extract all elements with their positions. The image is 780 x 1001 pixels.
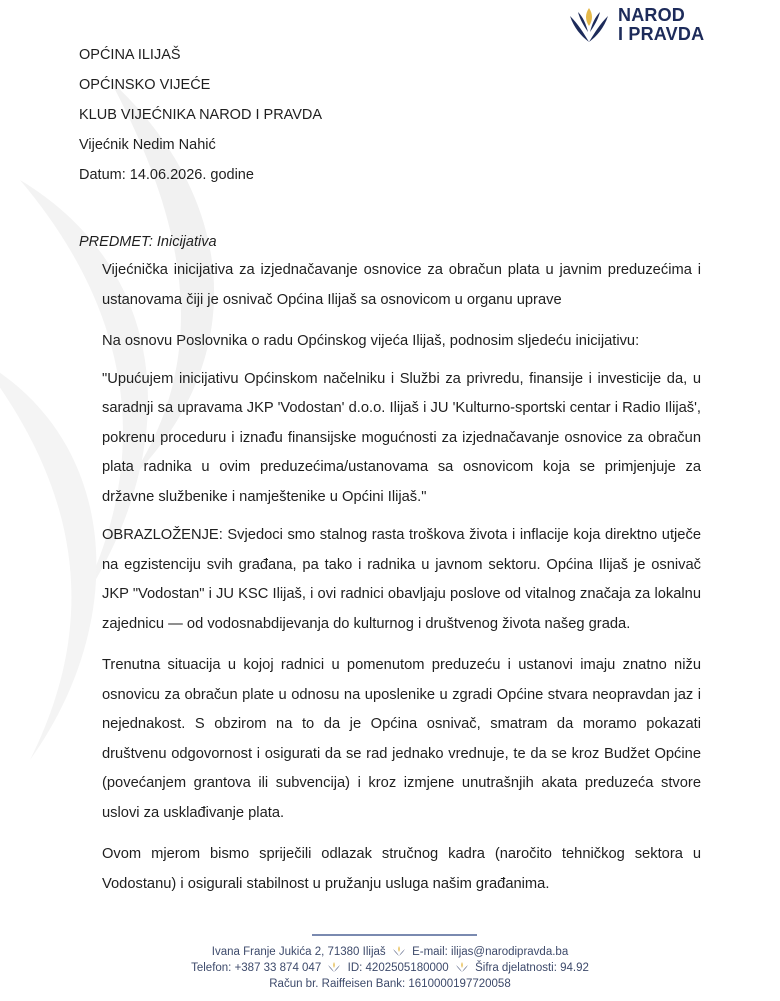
club-name: KLUB VIJEĆNIKA NAROD I PRAVDA (79, 107, 323, 123)
letter-body (102, 256, 701, 899)
footer-activity-code: Šifra djelatnosti: 94.92 (475, 962, 589, 974)
narod-i-pravda-logo-icon (566, 6, 612, 44)
municipality-name: OPĆINA ILIJAŠ (79, 47, 181, 63)
council-name: OPĆINSKO VIJEĆE (79, 77, 211, 93)
footer-bank-account: Račun br. Raiffeisen Bank: 1610000197720058 (269, 978, 511, 990)
logo-mark-icon (455, 962, 469, 972)
initiative-text-paragraph: "Upućujem inicijativu Općinskom načelniku i Službi za privredu, finansije i investicije da, u saradnji sa upravama JKP 'Vodostan' d.o.o. Ilijaš i JU 'Kulturno-sportski centar i Radio Ilijaš', pokrenu proceduru i iznađu finansijske mogućnosti za izjednačavanje osnovice za obračun plata radnika u ovim preduzećima/ustanovama sa osnovicom koja se primjenjuje za državne službenike i namještenike u Općini Ilijaš." (102, 370, 701, 505)
footer-phone: Telefon: +387 33 874 047 (191, 962, 322, 974)
letter-footer (0, 944, 780, 992)
logo-line-1: NAROD (618, 5, 685, 25)
footer-divider (312, 934, 477, 936)
letter-date: Datum: 14.06.2026. godine (79, 167, 254, 183)
initiative-title: Vijećnička inicijativa za izjednačavanje osnovice za obračun plata u javnim preduzećima i ustanovama čiji je osnivač Općina Ilijaš sa osnovicom u organu uprave (102, 262, 701, 308)
footer-address: Ivana Franje Jukića 2, 71380 Ilijaš (211, 946, 386, 958)
situation-paragraph: Trenutna situacija u kojoj radnici u pomenutom preduzeću i ustanovi imaju znatno nižu osnovicu za obračun plate u odnosu na uposlenike u zgradi Općine stvara neopravdan jaz i nejednakost. S obzirom na to da je Općina osnivač, smatram da moramo pokazati društvenu odgovornost i osigurati da se rad jednako vrednuje, te da se kroz Budžet Općine (povećanjem grantova ili subvencija) i kroz izmjene unutrašnjih akata preduzeća stvore uslovi za usklađivanje plata. (102, 657, 701, 821)
subject-line: PREDMET: Inicijativa (79, 234, 217, 250)
footer-email[interactable]: E-mail: ilijas@narodipravda.ba (412, 946, 569, 958)
legal-basis-paragraph: Na osnovu Poslovnika o radu Općinskog vijeća Ilijaš, podnosim sljedeću inicijativu: (102, 333, 640, 349)
councillor-name: Vijećnik Nedim Nahić (79, 137, 216, 153)
logo-wordmark (618, 6, 704, 44)
rationale-paragraph: OBRAZLOŽENJE: Svjedoci smo stalnog rasta troškova života i inflacije koja direktno utječe na egzistenciju svih građana, pa tako i radnika u javnom sektoru. Općina Ilijaš je osnivač JKP "Vodostan" i JU KSC Ilijaš, i ovi radnici obavljaju poslove od vitalnog značaja za lokalnu zajednicu — od vodosnabdijevanja do kulturnog i društvenog života našeg grada. (102, 527, 701, 632)
letter-header (79, 40, 322, 190)
conclusion-paragraph: Ovom mjerom bismo spriječili odlazak stručnog kadra (naročito tehničkog sektora u Vodostanu) i osigurali stabilnost u pružanju usluga našim građanima. (102, 846, 701, 892)
logo-line-2: I PRAVDA (618, 24, 705, 44)
logo-mark-icon (327, 962, 341, 972)
logo-mark-icon (392, 946, 406, 956)
footer-id: ID: 4202505180000 (347, 962, 449, 974)
party-logo (566, 6, 704, 44)
